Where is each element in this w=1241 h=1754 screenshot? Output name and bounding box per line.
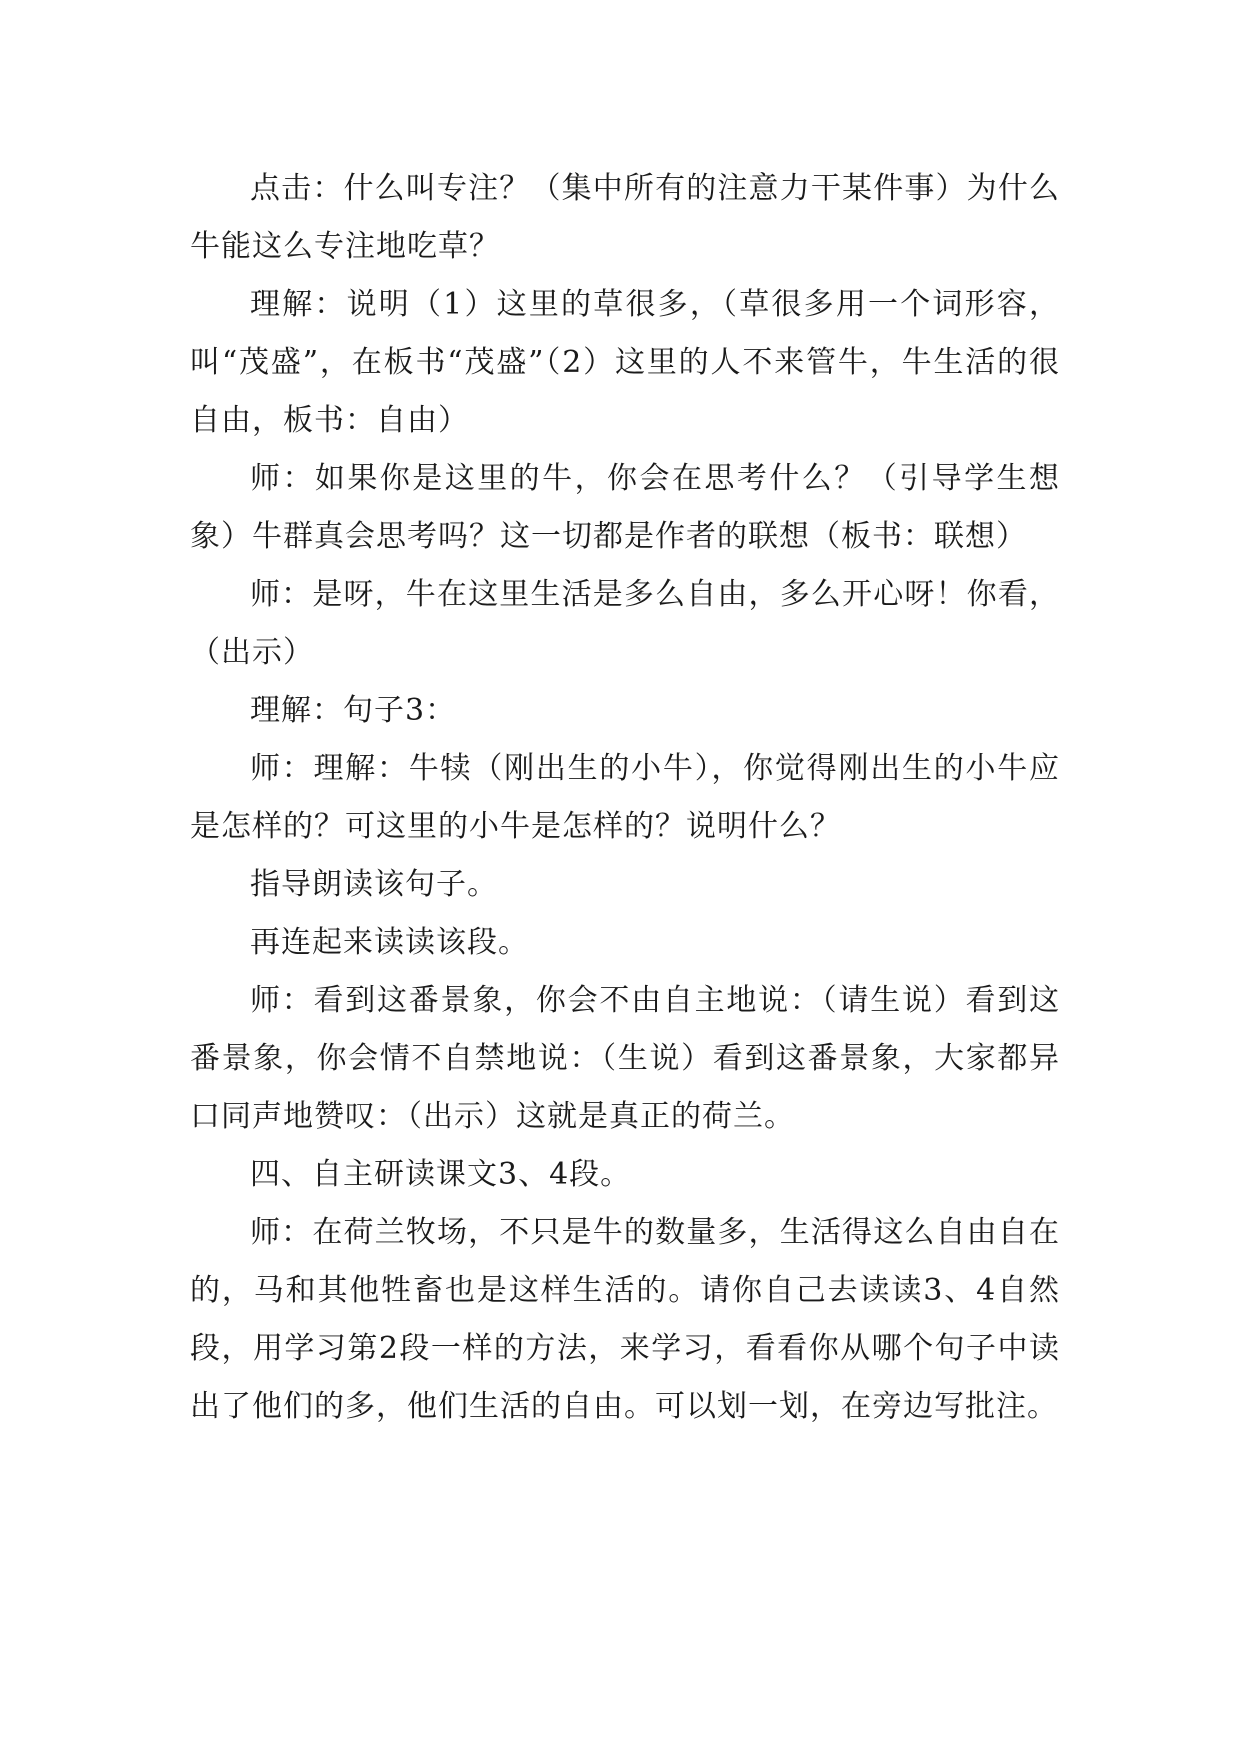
paragraph-section-four-heading: 四、自主研读课文3、4段。 [250,1157,632,1192]
paragraph-guided-reading: 指导朗读该句子。 [250,867,498,902]
paragraph-teacher-freedom: 师：是呀，牛在这里生活是多么自由，多么开心呀！你看，（出示） [190,577,1060,670]
paragraph-focus-question: 点击：什么叫专注？（集中所有的注意力干某件事）为什么牛能这么专注地吃草？ [190,171,1060,264]
paragraph-understanding-grass: 理解：说明（1）这里的草很多，（草很多用一个词形容，叫“茂盛”，在板书“茂盛”（2）这里的人不来管牛，牛生活的很自由，板书：自由） [190,287,1060,438]
paragraph-teacher-imagine: 师：如果你是这里的牛，你会在思考什么？（引导学生想象）牛群真会思考吗？这一切都是作者的联想（板书：联想） [190,461,1060,554]
paragraph-sentence-3: 理解：句子3： [250,693,457,728]
document-body [190,160,1060,1436]
paragraph-pasture-study: 师：在荷兰牧场，不只是牛的数量多，生活得这么自由自在的，马和其他牲畜也是这样生活的。请你自己去读读3、4自然段，用学习第2段一样的方法，来学习，看看你从哪个句子中读出了他们的多，他们生活的自由。可以划一划，在旁边写批注。 [190,1215,1060,1424]
paragraph-read-section: 再连起来读读该段。 [250,925,529,960]
paragraph-scene-praise: 师：看到这番景象，你会不由自主地说：（请生说）看到这番景象，你会情不自禁地说：（生说）看到这番景象，大家都异口同声地赞叹：（出示）这就是真正的荷兰。 [190,983,1060,1134]
paragraph-calf: 师：理解：牛犊（刚出生的小牛），你觉得刚出生的小牛应是怎样的？可这里的小牛是怎样的？说明什么？ [190,751,1060,844]
